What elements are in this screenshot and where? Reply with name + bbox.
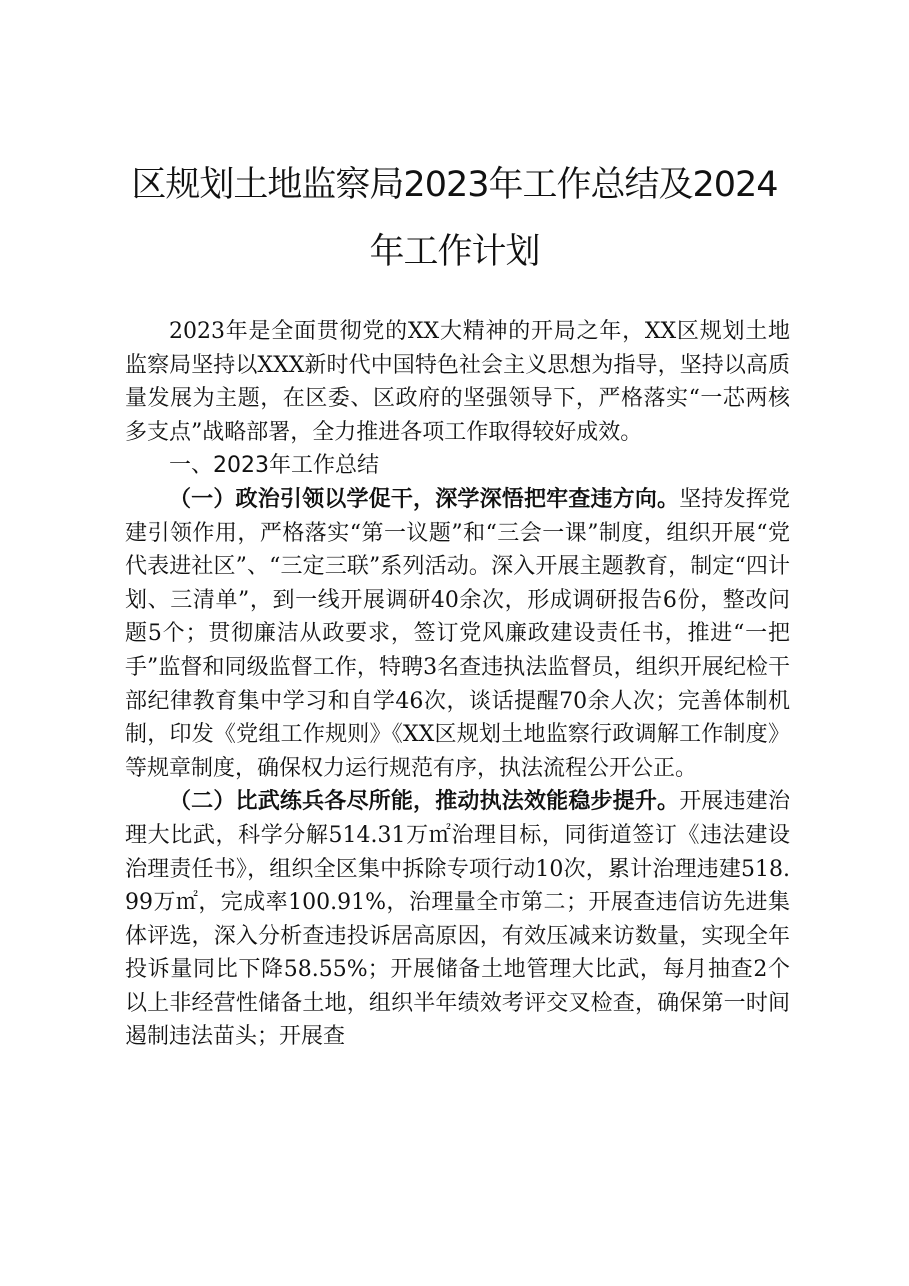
document-title-line-1: 区规划土地监察局2023年工作总结及2024 bbox=[131, 165, 778, 205]
item-2-paragraph bbox=[125, 785, 790, 1054]
section-heading: 一、2023年工作总结 bbox=[169, 453, 379, 479]
document-title-line-2: 年工作计划 bbox=[369, 232, 540, 272]
item-1-body: 坚持发挥党建引领作用，严格落实“第一议题”和“三会一课”制度，组织开展“党代表进社区”、“三定三联”系列活动。深入开展主题教育，制定“四计划、三清单”，到一线开展调研40余次，形成调研报告6份，整改问题5个；贯彻廉洁从政要求，签订党风廉政建设责任书，推进“一把手”监督和同级监督工作，特聘3名查违执法监督员，组织开展纪检干部纪律教育集中学习和自学46次，谈话提醒70余人次；完善体制机制，印发《党组工作规则》《XX区规划土地监察行政调解工作制度》等规章制度，确保权力运行规范有序，执法流程公开公正。 bbox=[125, 486, 790, 781]
document-body bbox=[125, 315, 790, 1054]
intro-paragraph: 2023年是全面贯彻党的XX大精神的开局之年，XX区规划土地监察局坚持以XXX新时代中国特色社会主义思想为指导，坚持以高质量发展为主题，在区委、区政府的坚强领导下，严格落实“一芯两核多支点”战略部署，全力推进各项工作取得较好成效。 bbox=[125, 319, 790, 445]
item-2-body: 开展违建治理大比武，科学分解514.31万㎡治理目标，同街道签订《违法建设治理责任书》，组织全区集中拆除专项行动10次，累计治理违建518.99万㎡，完成率100.91%，治理量全市第二；开展查违信访先进集体评选，深入分析查违投诉居高原因，有效压减来访数量，实现全年投诉量同比下降58.55%；开展储备土地管理大比武，每月抽查2个以上非经营性储备土地，组织半年绩效考评交叉检查，确保第一时间遏制违法苗头；开展查 bbox=[125, 789, 790, 1050]
item-1-paragraph bbox=[125, 483, 790, 785]
item-1-title: （一）政治引领以学促干，深学深悟把牢查违方向。 bbox=[169, 485, 680, 512]
item-2-title: （二）比武练兵各尽所能，推动执法效能稳步提升。 bbox=[169, 788, 680, 815]
